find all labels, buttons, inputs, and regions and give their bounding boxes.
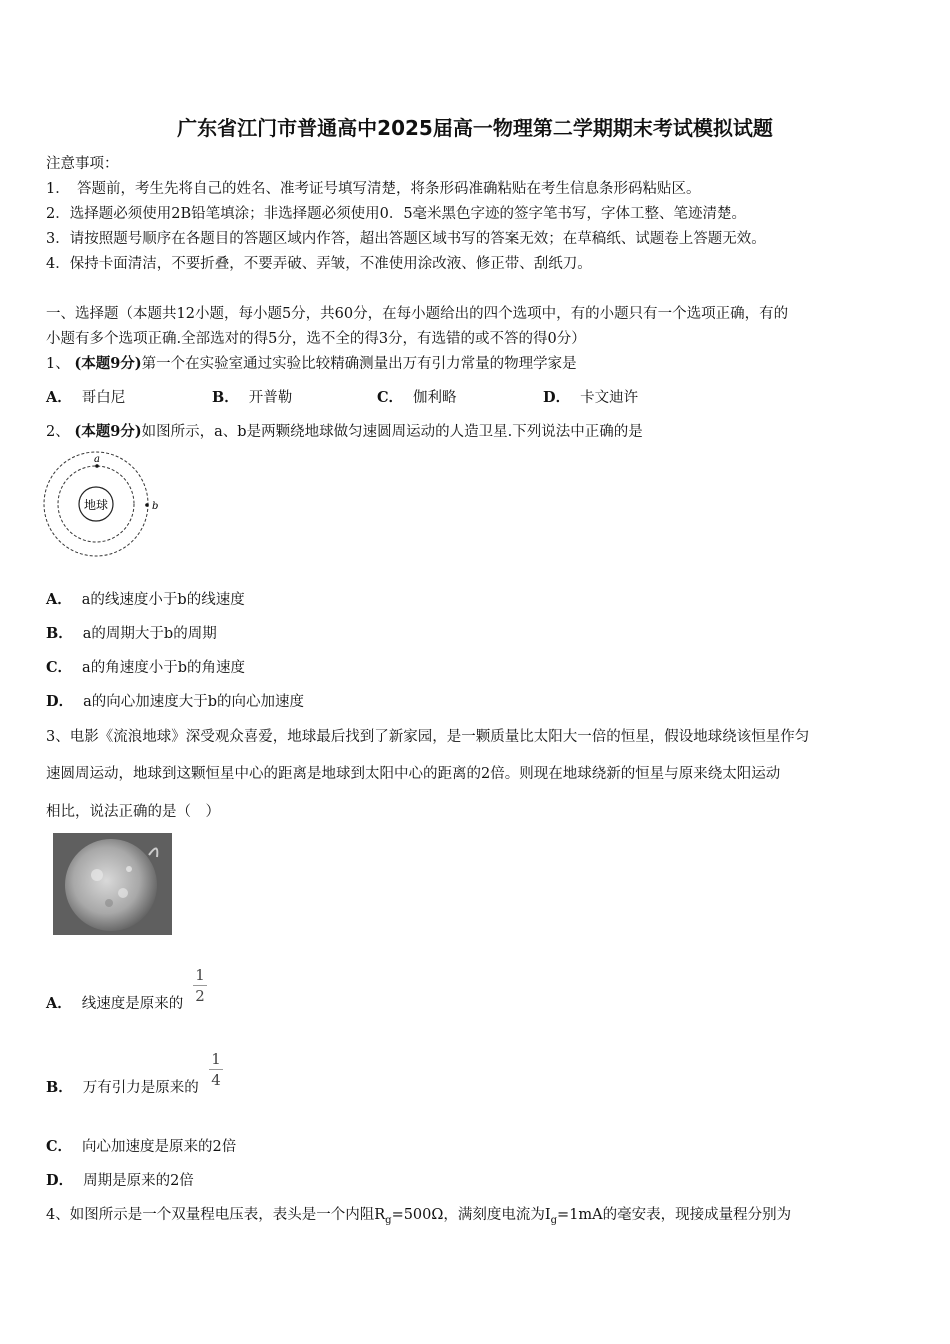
notice-item: 1． 答题前，考生先将自己的姓名、准考证号填写清楚，将条形码准确粘贴在考生信息条形码粘贴区。 (46, 181, 701, 197)
option-c: C． 伽利略 (377, 389, 457, 406)
option-c: C． a的角速度小于b的角速度 (46, 659, 245, 676)
question-3-line: 速圆周运动，地球到这颗恒星中心的距离是地球到太阳中心的距离的2倍。则现在地球绕新的恒星与原来绕太阳运动 (46, 766, 781, 782)
section-instruction: 小题有多个选项正确.全部选对的得5分，选不全的得3分，有选错的或不答的得0分） (46, 331, 586, 347)
question-4: 4、如图所示是一个双量程电压表，表头是一个内阻$R_g=500\Omega$，满刻度电流为$I_g=1mA$的毫安表，现接成量程分别为 (46, 1207, 792, 1226)
question-text: 第一个在实验室通过实验比较精确测量出万有引力常量的物理学家是 (141, 356, 577, 372)
notice-heading: 注意事项： (46, 156, 119, 172)
earth-label: 地球 (83, 498, 109, 512)
question-number: 2、 (46, 424, 70, 440)
question-1 (46, 352, 577, 373)
orbit-diagram (40, 448, 170, 560)
option-b: B． 开普勒 (212, 389, 293, 406)
section-instruction: 一、选择题（本题共12小题，每小题5分，共60分，在每小题给出的四个选项中，有的小题只有一个选项正确，有的 (46, 306, 789, 322)
option-d: D． 卡文迪许 (543, 389, 639, 406)
option-a: A． a的线速度小于b的线速度 (46, 591, 245, 608)
fraction-one-half: 1 2 (193, 966, 207, 1005)
notice-item: 4．保持卡面清洁，不要折叠，不要弄破、弄皱，不准使用涂改液、修正带、刮纸刀。 (46, 256, 592, 272)
satellite-b (145, 503, 149, 507)
notice-item: 3．请按照题号顺序在各题目的答题区域内作答，超出答题区域书写的答案无效；在草稿纸、试题卷上答题无效。 (46, 231, 766, 247)
option-d: D． a的向心加速度大于b的向心加速度 (46, 693, 305, 710)
page-title: 广东省江门市普通高中2025届高一物理第二学期期末考试模拟试题 (177, 116, 773, 140)
option-b: B． a的周期大于b的周期 (46, 625, 217, 642)
question-text: 如图所示，a、b是两颗绕地球做匀速圆周运动的人造卫星.下列说法中正确的是 (141, 424, 643, 440)
option-d: D． 周期是原来的2倍 (46, 1172, 194, 1189)
satellite-a-label: a (94, 454, 100, 465)
option-a: A． 线速度是原来的 (46, 995, 184, 1012)
sun-image (53, 833, 172, 935)
question-number: 1、 (46, 356, 70, 372)
sun-graphic (53, 833, 172, 935)
question-3-line: 相比，说法正确的是（ ） (46, 804, 220, 820)
notice-item: 2．选择题必须使用2B铅笔填涂；非选择题必须使用0．5毫米黑色字迹的签字笔书写，字体工整、笔迹清楚。 (46, 206, 747, 222)
question-score: (本题9分) (74, 423, 142, 440)
fraction-one-quarter: 1 4 (209, 1050, 223, 1089)
question-2 (46, 420, 643, 441)
option-c: C． 向心加速度是原来的2倍 (46, 1138, 237, 1155)
option-b: B． 万有引力是原来的 (46, 1079, 199, 1096)
satellite-b-label: b (152, 501, 159, 512)
option-a: A． 哥白尼 (46, 389, 126, 406)
question-score: (本题9分) (74, 355, 142, 372)
question-3-line: 3、电影《流浪地球》深受观众喜爱，地球最后找到了新家园，是一颗质量比太阳大一倍的恒星，假设地球绕该恒星作匀 (46, 729, 810, 745)
